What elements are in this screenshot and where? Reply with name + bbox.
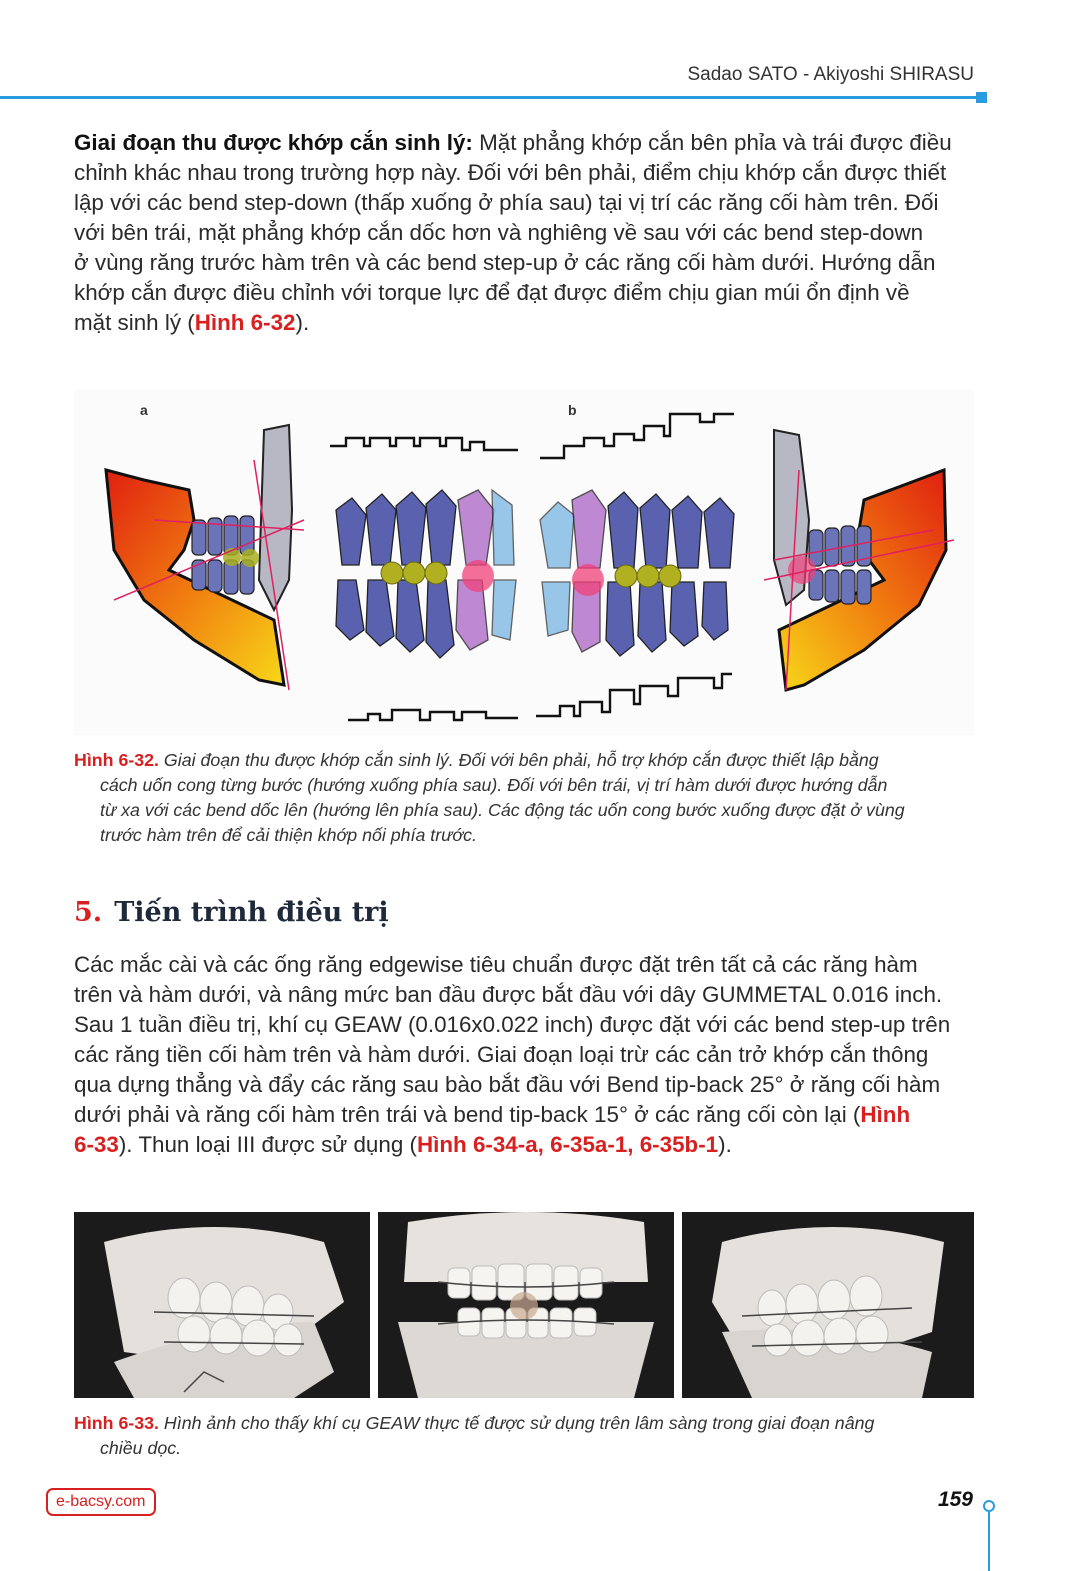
para2-line: trên và hàm dưới, và nâng mức ban đầu được bắt đầu với dây GUMMETAL 0.016 inch. — [74, 982, 943, 1007]
figure-6-33-caption — [74, 1411, 974, 1461]
para2-line: ). Thun loại III được sử dụng ( — [118, 1132, 417, 1157]
caption-label-6-33: Hình 6-33. — [74, 1413, 159, 1433]
para1-bold-lead: Giai đoạn thu được khớp cắn sinh lý: — [74, 130, 473, 155]
caption-line: trước hàm trên để cải thiện khớp nối phía trước. — [100, 825, 477, 845]
para2-line: dưới phải và răng cối hàm trên trái và bend tip-back 15° ở các răng cối còn lại ( — [74, 1102, 861, 1127]
caption-label-6-32: Hình 6-32. — [74, 750, 159, 770]
occlusion-illustration — [74, 390, 974, 735]
para1-line: khớp cắn được điều chỉnh với torque lực để đạt được điểm chịu gian múi ổn định về — [74, 280, 910, 305]
para1-line: chỉnh khác nhau trong trường hợp này. Đối với bên phải, điểm chịu khớp cắn được thiết — [74, 160, 947, 185]
figure-ref-6-32[interactable]: Hình 6-32 — [194, 310, 296, 335]
photo-left-lateral — [682, 1212, 974, 1398]
figure-ref-6-34-6-35[interactable]: Hình 6-34-a, 6-35a-1, 6-35b-1 — [416, 1132, 719, 1157]
figure-label-a: a — [140, 402, 148, 418]
caption-line: chiều dọc. — [100, 1438, 182, 1458]
page-marker-line — [988, 1512, 990, 1571]
header-rule-end — [976, 92, 987, 103]
photo-right-lateral — [74, 1212, 370, 1398]
para1-line: với bên trái, mặt phẳng khớp cắn dốc hơn và nghiêng về sau với các bend step-down — [74, 220, 924, 245]
section-heading — [74, 897, 389, 928]
section-number: 5. — [74, 897, 103, 928]
para2-line: qua dựng thẳng và đẩy các răng sau bào bắt đầu với Bend tip-back 25° ở răng cối hàm — [74, 1072, 941, 1097]
para1-line: Mặt phẳng khớp cắn bên phỉa và trái được điều — [472, 130, 952, 155]
footer-logo[interactable]: e-bacsy.com — [46, 1488, 156, 1516]
paragraph-treatment-progress — [74, 950, 974, 1160]
para2-line: Sau 1 tuần điều trị, khí cụ GEAW (0.016x0.022 inch) được đặt với các bend step-up trên — [74, 1012, 951, 1037]
photo-frontal — [378, 1212, 674, 1398]
figure-ref-6-33-start[interactable]: Hình — [860, 1102, 911, 1127]
header-rule — [0, 96, 980, 99]
caption-line: cách uốn cong từng bước (hướng xuống phía sau). Đối với bên trái, vị trí hàm dưới được hướng dẫn — [100, 775, 888, 795]
header-author: Sadao SATO - Akiyoshi SHIRASU — [687, 64, 974, 85]
figure-6-32 — [74, 390, 974, 735]
para1-line: lập với các bend step-down (thấp xuống ở phía sau) tại vị trí các răng cối hàm trên. Đối — [74, 190, 939, 215]
para1-line-end: ). — [295, 310, 310, 335]
page-number: 159 — [937, 1488, 973, 1511]
caption-line: từ xa với các bend dốc lên (hướng lên phía sau). Các động tác uốn cong bước xuống được đặt ở vùng — [100, 800, 905, 820]
para2-line: các răng tiền cối hàm trên và hàm dưới. Giai đoạn loại trừ các cản trở khớp cắn thông — [74, 1042, 929, 1067]
figure-6-32-caption — [74, 748, 974, 848]
paragraph-physiological-occlusion — [74, 128, 974, 338]
section-title: Tiến trình điều trị — [114, 897, 389, 928]
caption-line: Hình ảnh cho thấy khí cụ GEAW thực tế được sử dụng trên lâm sàng trong giai đoạn nâng — [158, 1413, 875, 1433]
figure-label-b: b — [568, 402, 577, 418]
para1-line: ở vùng răng trước hàm trên và các bend step-up ở các răng cối hàm dưới. Hướng dẫn — [74, 250, 936, 275]
para1-line: mặt sinh lý ( — [74, 310, 195, 335]
figure-ref-6-33[interactable]: 6-33 — [74, 1132, 119, 1157]
para2-line: Các mắc cài và các ống răng edgewise tiêu chuẩn được đặt trên tất cả các răng hàm — [74, 952, 918, 977]
para2-line-end: ). — [718, 1132, 732, 1157]
page-marker-dot — [983, 1500, 995, 1512]
caption-line: Giai đoạn thu được khớp cắn sinh lý. Đối với bên phải, hỗ trợ khớp cắn được thiết lập bằng — [158, 750, 879, 770]
